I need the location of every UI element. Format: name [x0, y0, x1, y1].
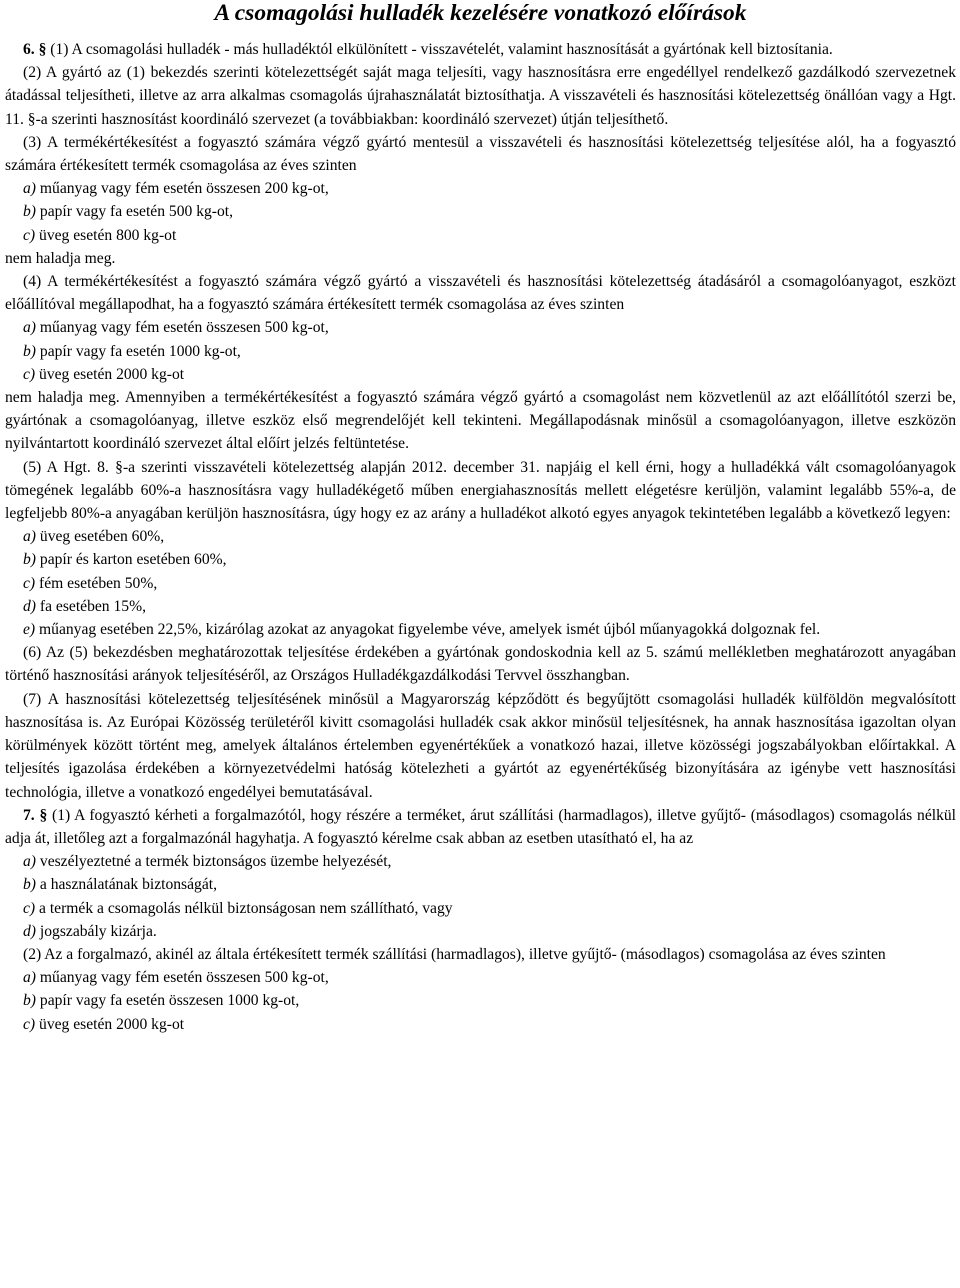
list-item: b) papír vagy fa esetén összesen 1000 kg-ot,	[23, 992, 300, 1010]
page-title: A csomagolási hulladék kezelésére vonatkozó előírások	[214, 0, 747, 26]
list-item: d) jogszabály kizárja.	[23, 922, 157, 940]
section-6-paragraph-3: (3) A termékértékesítést a fogyasztó számára végző gyártó mentesül a visszavételi és hasznosítási kötelezettség teljesítése alól, ha a fogyasztó számára értékesített termék csomagolása az éves szinten	[5, 133, 956, 175]
section-7-paragraph-1: 7. § (1) A fogyasztó kérheti a forgalmazótól, hogy részére a terméket, árut szállítási (harmadlagos), illetve gyűjtő- (másodlagos) csomagolás nélkül adja át, illetőleg azt a forgalmazónál hagyhatja. A fogyasztó kérelme csak abban az esetben utasítható el, ha az	[5, 806, 957, 847]
document-body	[5, 38, 956, 1036]
list-item: a) műanyag vagy fém esetén összesen 200 kg-ot,	[23, 180, 329, 198]
list-item: b) papír vagy fa esetén 500 kg-ot,	[23, 203, 234, 221]
section-6-paragraph-4-end: nem haladja meg. Amennyiben a termékértékesítést a fogyasztó számára végző gyártó a csomagolást nem közvetlenül az azt előállítótól szerzi be, gyártónak a csomagolóanyag, illetve eszköz első megrendelőjét kell tekinteni. Megállapodásnak minősül a csomagolóanyagon, illetve eszközön nyilvántartott koordináló szervezet által előírt jelzés feltüntetése.	[5, 389, 956, 453]
section-6-paragraph-4: (4) A termékértékesítést a fogyasztó számára végző gyártó a visszavételi és hasznosítási kötelezettség átadásáról a csomagolóanyagot, eszközt előállítóval megállapodhat, ha a fogyasztó számára értékesített termék csomagolása az éves szinten	[5, 273, 956, 314]
list-item: d) fa esetében 15%,	[23, 597, 146, 615]
section-6-paragraph-2: (2) A gyártó az (1) bekezdés szerinti kötelezettségét saját maga teljesíti, vagy hasznosításra erre engedéllyel rendelkező gazdálkodó szervezetnek átadással teljesítheti, illetve az arra alkalmas csomagolás újrahasználatát biztosíthatja. A visszavételi és hasznosítási kötelezettség önállóan vagy a Hgt. 11. §-a szerinti hasznosítást koordináló szervezet (a továbbiakban: koordináló szervezet) útján teljesíthető.	[5, 64, 956, 128]
list-item: c) fém esetében 50%,	[23, 574, 158, 592]
list-item: b) papír és karton esetében 60%,	[23, 551, 227, 569]
section-7-paragraph-2: (2) Az a forgalmazó, akinél az általa értékesített termék szállítási (harmadlagos), illetve gyűjtő- (másodlagos) csomagolása az éves szinten	[23, 945, 886, 963]
list-item: a) műanyag vagy fém esetén összesen 500 kg-ot,	[23, 319, 329, 337]
section-6-paragraph-7: (7) A hasznosítási kötelezettség teljesítésének minősül a Magyarország képződött és begyűjtött csomagolási hulladék külföldön megvalósított hasznosítása is. Az Európai Közösség területéről kivitt csomagolási hulladék csak akkor minősül teljesítésnek, ha annak hasznosítása igazoltan olyan körülmények között történt meg, amelyek általános értelemben egyenértékűek a vonatkozó hazai, illetve közösségi jogszabályokban előírtakkal. A teljesítés igazolása érdekében a környezetvédelmi hatóság kötelezheti a gyártót az egyenértékűség bizonyítására az igénybe vett hasznosítási technológia, illetve a vonatkozó engedélyei bemutatásával.	[5, 690, 956, 801]
section-6-paragraph-3-end: nem haladja meg.	[5, 249, 116, 267]
section-6-p1-text: (1) A csomagolási hulladék - más hulladéktól elkülönített - visszavételét, valamint hasznosítását a gyártónak kell biztosítania.	[46, 41, 833, 58]
list-item: a) üveg esetében 60%,	[23, 528, 165, 546]
list-item: c) üveg esetén 2000 kg-ot	[23, 1015, 185, 1033]
section-6-number: 6.	[23, 41, 35, 58]
list-item-e: e) műanyag esetében 22,5%, kizárólag azokat az anyagokat figyelembe véve, amelyek ismét újból műanyagokká dolgoznak fel.	[23, 621, 821, 639]
section-6-paragraph-5: (5) A Hgt. 8. §-a szerinti visszavételi kötelezettség alapján 2012. december 31. napjáig el kell érni, hogy a hulladékká vált csomagolóanyagok tömegének legalább 60%-a hasznosításra vagy hulladékégető műben energiahasznosítás mellett elégetésre kerüljön, valamint legalább 55%-a, de legfeljebb 80%-a anyagában kerüljön hasznosításra, úgy hogy ez az arány a hulladékot alkotó egyes anyagok tekintetében legalább a következő legyen:	[5, 458, 956, 523]
list-item: b) a használatának biztonságát,	[23, 876, 217, 894]
list-item: a) műanyag vagy fém esetén összesen 500 kg-ot,	[23, 969, 329, 987]
section-7-number: 7.	[23, 806, 35, 824]
list-item: c) üveg esetén 800 kg-ot	[23, 226, 177, 244]
document-page	[5, 0, 956, 1036]
section-6-paragraph-6: (6) Az (5) bekezdésben meghatározottak teljesítése érdekében a gyártónak gondoskodnia kell az 5. számú mellékletben meghatározott anyagában történő hasznosítási arányok teljesítéséről, az Országos Hulladékgazdálkodási Tervvel összhangban.	[5, 644, 956, 685]
section-6-paragraph-1: 6. § (1) A csomagolási hulladék - más hulladéktól elkülönített - visszavételét, valamint hasznosítását a gyártónak kell biztosítania.	[23, 41, 833, 58]
list-item: c) a termék a csomagolás nélkül biztonságosan nem szállítható, vagy	[23, 899, 453, 917]
list-item: b) papír vagy fa esetén 1000 kg-ot,	[23, 342, 241, 360]
list-item: a) veszélyeztetné a termék biztonságos üzembe helyezését,	[23, 853, 392, 871]
section-7-p1-text: (1) A fogyasztó kérheti a forgalmazótól, hogy részére a terméket, árut szállítási (harmadlagos), illetve gyűjtő- (másodlagos) csomagolás nélkül adja át, illetőleg azt a forgalmazónál hagyhatja. A fogyasztó kérelme csak abban az esetben utasítható el, ha az	[5, 806, 957, 847]
list-item: c) üveg esetén 2000 kg-ot	[23, 365, 185, 383]
